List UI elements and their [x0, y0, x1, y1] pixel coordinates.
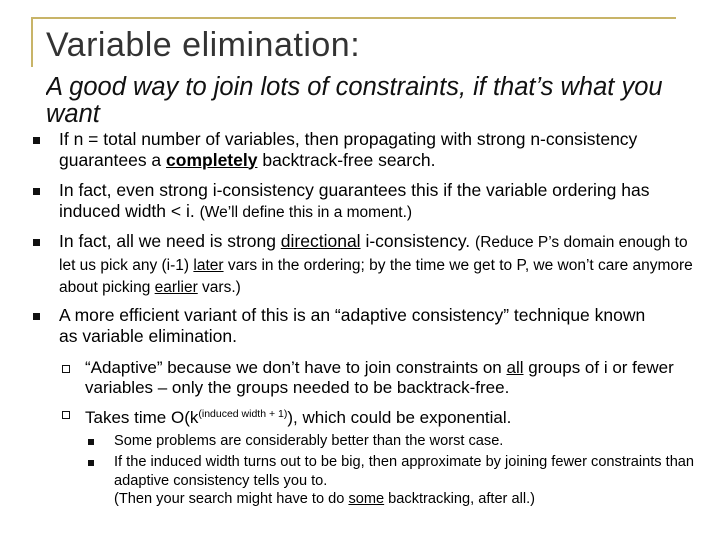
bullet-2-text: In fact, even strong i-consistency guarantees this if the variable ordering has induced width < i.: [59, 180, 650, 221]
bullet-1-emphasis: completely: [166, 149, 258, 170]
bullet-1-text-end: backtrack-free search.: [257, 149, 436, 170]
bullet-3-text-mid: i-consistency.: [360, 231, 471, 251]
bullet-2: [59, 180, 699, 223]
bullet-square-icon: [33, 137, 40, 144]
hollow-square-icon: [62, 365, 70, 373]
sub-sub-bullet-2-paren-post: backtracking, after all.): [384, 491, 535, 507]
bullet-3-text: In fact, all we need is strong: [59, 231, 281, 251]
sub-bullet-1-text: “Adaptive” because we don’t have to join constraints on: [85, 358, 507, 377]
sub-sub-bullet-1: [114, 432, 704, 451]
bullet-1: [59, 129, 699, 170]
slide-title: Variable elimination:: [46, 26, 361, 64]
sub-bullet-1: [85, 358, 700, 398]
sub-bullet-2-text: Takes time O(k: [85, 408, 199, 427]
sub-sub-bullet-2-underline-some: some: [348, 491, 385, 507]
bullet-3-note-pre: (Reduce P’s domain enough to let us pick any (i-1): [59, 234, 688, 274]
sub-bullet-1-underline-all: all: [506, 358, 524, 377]
bullet-1-text: If n = total number of variables, then propagating with strong n-consistency guarantees a: [59, 129, 638, 170]
bullet-3-note-mid: vars in the ordering; by the time we get to P, we won’t care anymore about picking: [59, 256, 693, 296]
sub-sub-bullet-2-paren-pre: (Then your search might have to do: [114, 491, 349, 507]
sub-bullet-2: [85, 404, 700, 428]
bullet-3-underline-earlier: earlier: [154, 279, 198, 296]
sub-bullet-2-text-end: ), which could be exponential.: [287, 408, 512, 427]
bullet-square-icon: [88, 439, 94, 445]
sub-bullet-2-superscript: (induced width + 1): [198, 408, 288, 420]
bullet-square-icon: [88, 460, 94, 466]
bullet-2-note: (We’ll define this in a moment.): [199, 203, 413, 221]
bullet-square-icon: [33, 313, 40, 320]
bullet-3-note-post: vars.): [197, 279, 241, 296]
sub-sub-bullet-2-text: If the induced width turns out to be big, then approximate by joining fewer constraints than adaptive consistency tells you to.: [114, 454, 695, 489]
bullet-square-icon: [33, 239, 40, 246]
bullet-4: [59, 305, 659, 346]
bullet-3-underline-directional: directional: [280, 231, 361, 251]
sub-sub-bullet-2: [114, 453, 704, 509]
bullet-square-icon: [33, 188, 40, 195]
sub-sub-bullet-1-text: Some problems are considerably better than the worst case.: [114, 433, 504, 449]
bullet-3: [59, 231, 699, 299]
sub-bullet-1-text-end: groups of i or fewer variables – only the groups needed to be backtrack-free.: [85, 358, 674, 397]
bullet-3-underline-later: later: [193, 256, 224, 274]
slide-subtitle: A good way to join lots of constraints, if that’s what you want: [46, 74, 663, 128]
hollow-square-icon: [62, 411, 70, 419]
bullet-4-text: A more efficient variant of this is an “adaptive consistency” technique known as variable elimination.: [59, 305, 646, 346]
